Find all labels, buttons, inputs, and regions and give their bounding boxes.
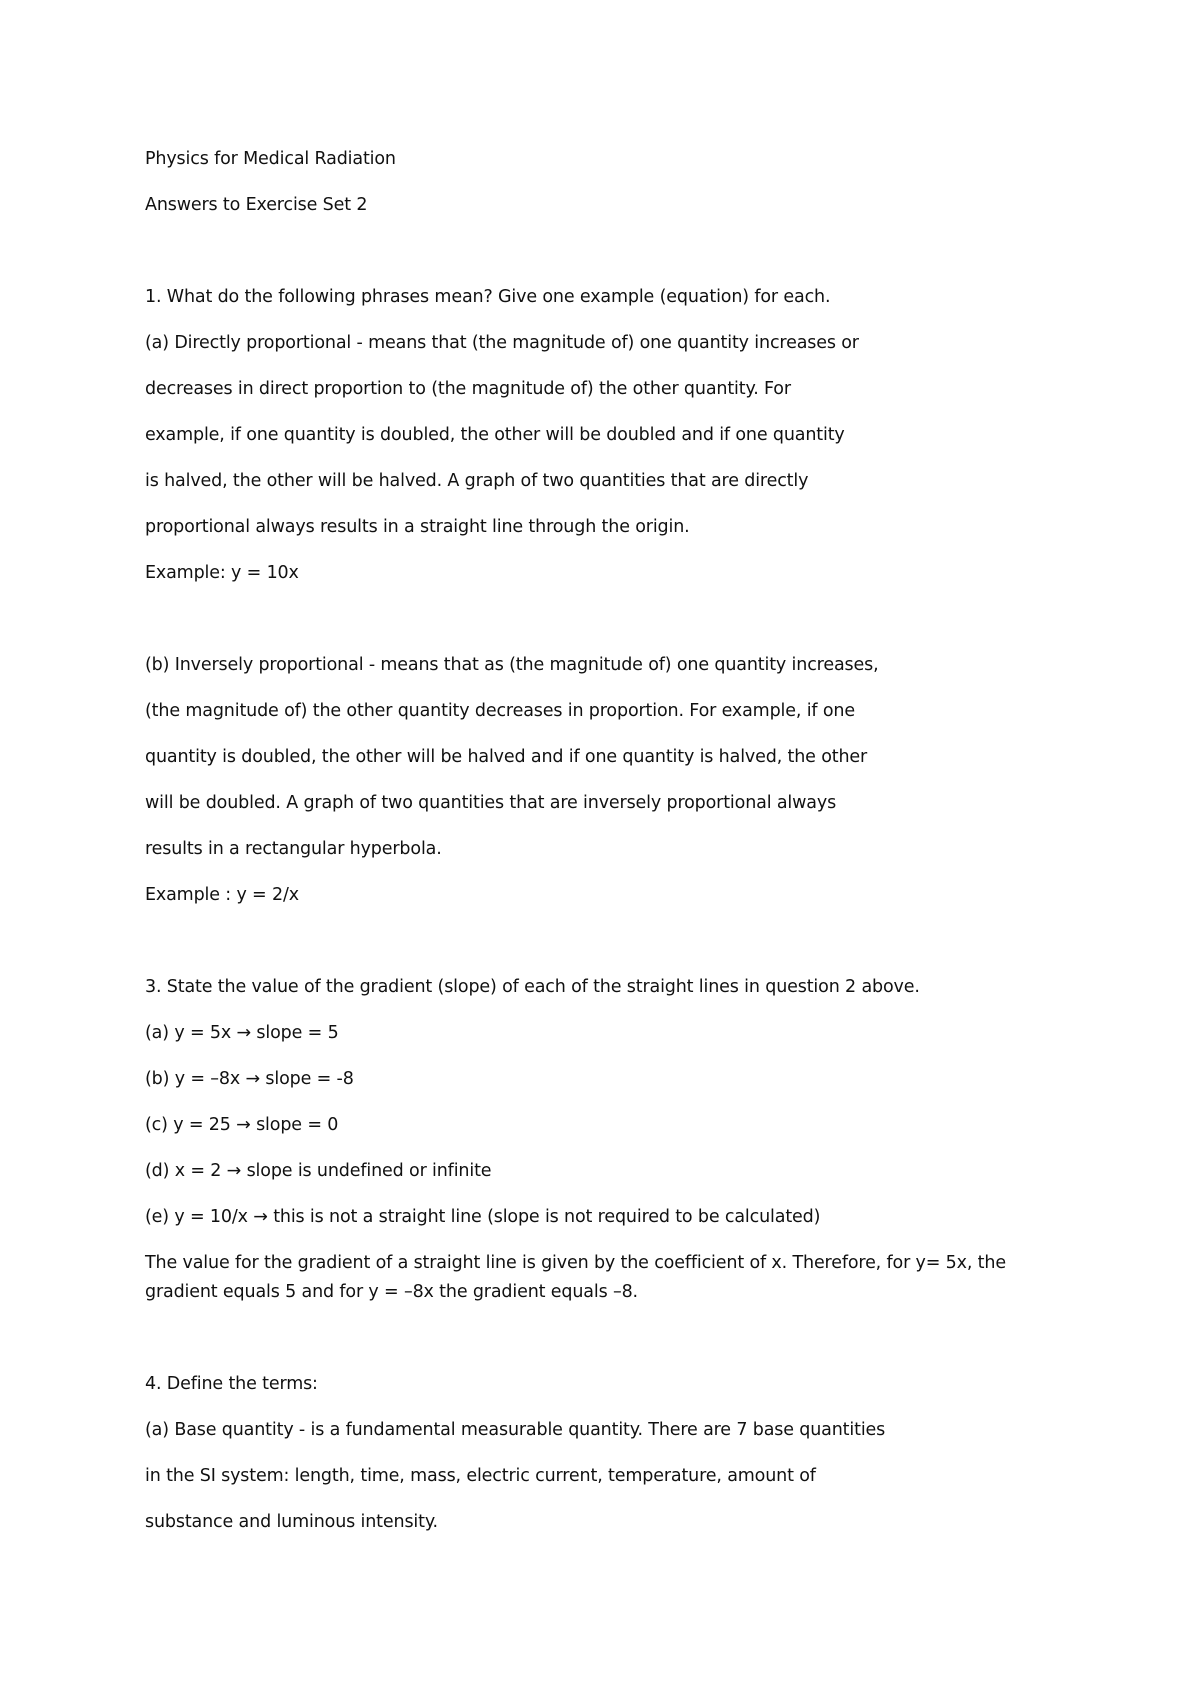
answer-1a-line: (a) Directly proportional - means that (the magnitude of) one quantity increases or [145,333,859,353]
answer-4a-line: in the SI system: length, time, mass, electric current, temperature, amount of [145,1466,816,1486]
answer-1b-line: quantity is doubled, the other will be halved and if one quantity is halved, the other [145,747,868,767]
answer-1a-line: is halved, the other will be halved. A graph of two quantities that are directly [145,471,809,491]
answer-3-item: (e) y = 10/x → this is not a straight line (slope is not required to be calculated) [145,1207,821,1227]
answer-3-item: (b) y = –8x → slope = -8 [145,1069,354,1089]
answer-3-item: (a) y = 5x → slope = 5 [145,1023,339,1043]
answer-3-item: (d) x = 2 → slope is undefined or infinite [145,1161,492,1181]
answer-1a-line: proportional always results in a straight line through the origin. [145,517,690,537]
answer-1b-line: (the magnitude of) the other quantity decreases in proportion. For example, if one [145,701,855,721]
document-subtitle: Answers to Exercise Set 2 [145,195,368,215]
answer-4a-line: (a) Base quantity - is a fundamental measurable quantity. There are 7 base quantities [145,1420,886,1440]
answer-1b-example: Example : y = 2/x [145,885,299,905]
answer-1b-line: results in a rectangular hyperbola. [145,839,442,859]
answer-1a-example: Example: y = 10x [145,563,299,583]
answer-3-note: The value for the gradient of a straight line is given by the coefficient of x. Therefore, for y= 5x, the [145,1253,1006,1273]
question-4-prompt: 4. Define the terms: [145,1374,318,1394]
answer-1b-line: (b) Inversely proportional - means that as (the magnitude of) one quantity increases, [145,655,879,675]
answer-1b-line: will be doubled. A graph of two quantities that are inversely proportional always [145,793,837,813]
answer-3-item: (c) y = 25 → slope = 0 [145,1115,339,1135]
question-3-prompt: 3. State the value of the gradient (slope) of each of the straight lines in question 2 above. [145,977,920,997]
answer-1a-line: example, if one quantity is doubled, the other will be doubled and if one quantity [145,425,845,445]
answer-4a-line: substance and luminous intensity. [145,1512,438,1532]
answer-3-note: gradient equals 5 and for y = –8x the gradient equals –8. [145,1282,638,1302]
document-title: Physics for Medical Radiation [145,149,396,169]
answer-1a-line: decreases in direct proportion to (the magnitude of) the other quantity. For [145,379,791,399]
question-1-prompt: 1. What do the following phrases mean? Give one example (equation) for each. [145,287,831,307]
